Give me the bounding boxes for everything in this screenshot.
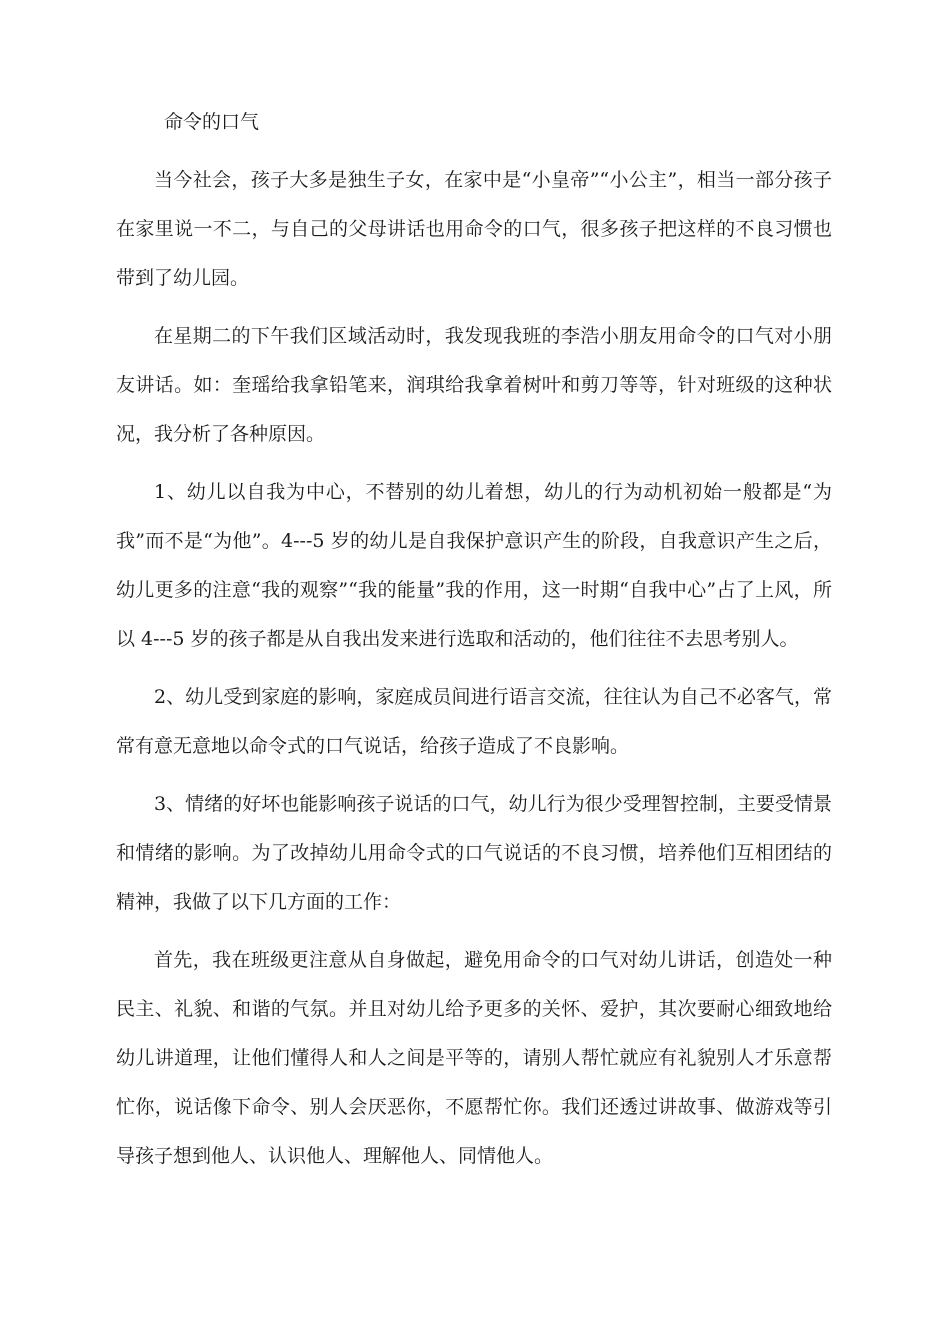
- paragraph-intro: 当今社会，孩子大多是独生子女，在家中是“小皇帝”“小公主”，相当一部分孩子在家里说一不二，与自己的父母讲话也用命令的口气，很多孩子把这样的不良习惯也带到了幼儿园。: [116, 169, 832, 289]
- paragraph-reason-2: 2、幼儿受到家庭的影响，家庭成员间进行语言交流，往往认为自己不必客气，常常有意无意地以命令式的口气说话，给孩子造成了不良影响。: [116, 686, 832, 757]
- document-title: 命令的口气: [164, 111, 260, 133]
- paragraph-reason-1: 1、幼儿以自我为中心，不替别的幼儿着想，幼儿的行为动机初始一般都是“为我”而不是“为他”。4---5 岁的幼儿是自我保护意识产生的阶段，自我意识产生之后，幼儿更多的注意“我的观察”“我的能量”我的作用，这一时期“自我中心”占了上风，所以 4---5 岁的孩子都是从自我出发来进行选取和活动的，他们往往不去思考别人。: [116, 481, 832, 650]
- paragraph-observation: 在星期二的下午我们区域活动时，我发现我班的李浩小朋友用命令的口气对小朋友讲话。如：奎瑶给我拿铅笔来，润琪给我拿着树叶和剪刀等等，针对班级的这种状况，我分析了各种原因。: [116, 325, 832, 445]
- paragraph-measures: 首先，我在班级更注意从自身做起，避免用命令的口气对幼儿讲话，创造处一种民主、礼貌、和谐的气氛。并且对幼儿给予更多的关怀、爱护，其次要耐心细致地给幼儿讲道理，让他们懂得人和人之间是平等的，请别人帮忙就应有礼貌别人才乐意帮忙你，说话像下命令、别人会厌恶你，不愿帮忙你。我们还透过讲故事、做游戏等引导孩子想到他人、认识他人、理解他人、同情他人。: [116, 949, 832, 1167]
- document-body: [116, 98, 832, 1190]
- paragraph-reason-3: 3、情绪的好坏也能影响孩子说话的口气，幼儿行为很少受理智控制，主要受情景和情绪的影响。为了改掉幼儿用命令式的口气说话的不良习惯，培养他们互相团结的精神，我做了以下几方面的工作：: [116, 793, 832, 913]
